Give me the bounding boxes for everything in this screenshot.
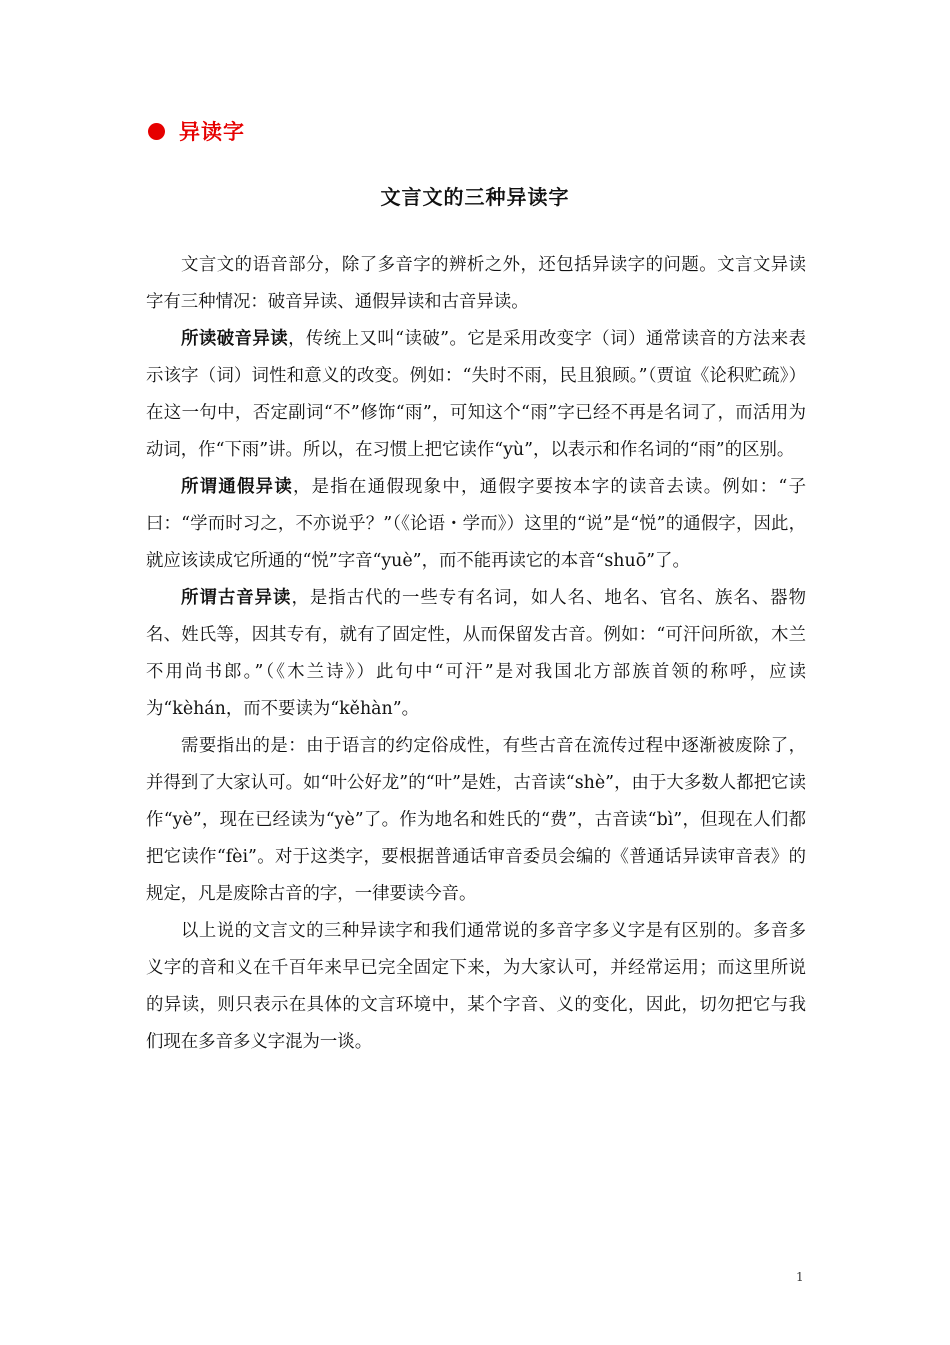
- paragraph-pozhi: [146, 321, 806, 469]
- paragraph-note: [146, 728, 806, 913]
- paragraph-guyin: [146, 580, 806, 728]
- paragraph-lead-term: 所读破音异读: [181, 329, 289, 349]
- paragraph-text: 以上说的文言文的三种异读字和我们通常说的多音字多义字是有区别的。多音多义字的音和义在千百年来早已完全固定下来，为大家认可，并经常运用；而这里所说的异读，则只表示在具体的文言环境中，某个字音、义的变化，因此，切勿把它与我们现在多音多义字混为一谈。: [146, 921, 806, 1052]
- document-title: 文言文的三种异读字: [380, 185, 570, 209]
- paragraph-lead-term: 所谓通假异读: [181, 477, 294, 497]
- paragraph-text: 文言文的语音部分，除了多音字的辨析之外，还包括异读字的问题。文言文异读字有三种情况：破音异读、通假异读和古音异读。: [146, 255, 806, 312]
- paragraph-text: ，传统上又叫“读破”。它是采用改变字（词）通常读音的方法来表示该字（词）词性和意义的改变。例如：“失时不雨，民且狼顾。”（贾谊《论积贮疏》）在这一句中，否定副词“不”修饰“雨”，可知这个“雨”字已经不再是名词了，而活用为动词，作“下雨”讲。所以，在习惯上把它读作“yù”，以表示和作名词的“雨”的区别。: [146, 329, 806, 460]
- paragraph-text: ，是指古代的一些专有名词，如人名、地名、官名、族名、器物名、姓氏等，因其专有，就有了固定性，从而保留发古音。例如：“可汗问所欲，木兰不用尚书郎。”（《木兰诗》）此句中“可汗”是对我国北方部族首领的称呼，应读为“kèhán，而不要读为“kěhàn”。: [146, 588, 806, 719]
- page-number: 1: [796, 1270, 804, 1284]
- document-body: [146, 247, 806, 1061]
- section-title: 异读字: [179, 120, 245, 144]
- paragraph-lead-term: 所谓古音异读: [181, 588, 292, 608]
- paragraph-conclusion: [146, 913, 806, 1061]
- paragraph-tongjia: [146, 469, 806, 580]
- red-bullet-icon: [148, 123, 165, 140]
- paragraph-intro: [146, 247, 806, 321]
- paragraph-text: 需要指出的是：由于语言的约定俗成性，有些古音在流传过程中逐渐被废除了，并得到了大家认可。如“叶公好龙”的“叶”是姓，古音读“shè”，由于大多数人都把它读作“yè”，现在已经读为“yè”了。作为地名和姓氏的“费”，古音读“bì”，但现在人们都把它读作“fèi”。对于这类字，要根据普通话审音委员会编的《普通话异读审音表》的规定，凡是废除古音的字，一律要读今音。: [146, 736, 806, 904]
- paragraph-text: ，是指在通假现象中，通假字要按本字的读音去读。例如：“子曰：“学而时习之，不亦说乎？”（《论语・学而》）这里的“说”是“悦”的通假字，因此，就应该读成它所通的“悦”字音“yuè”，而不能再读它的本音“shuō”了。: [146, 477, 806, 571]
- section-heading: [148, 114, 245, 148]
